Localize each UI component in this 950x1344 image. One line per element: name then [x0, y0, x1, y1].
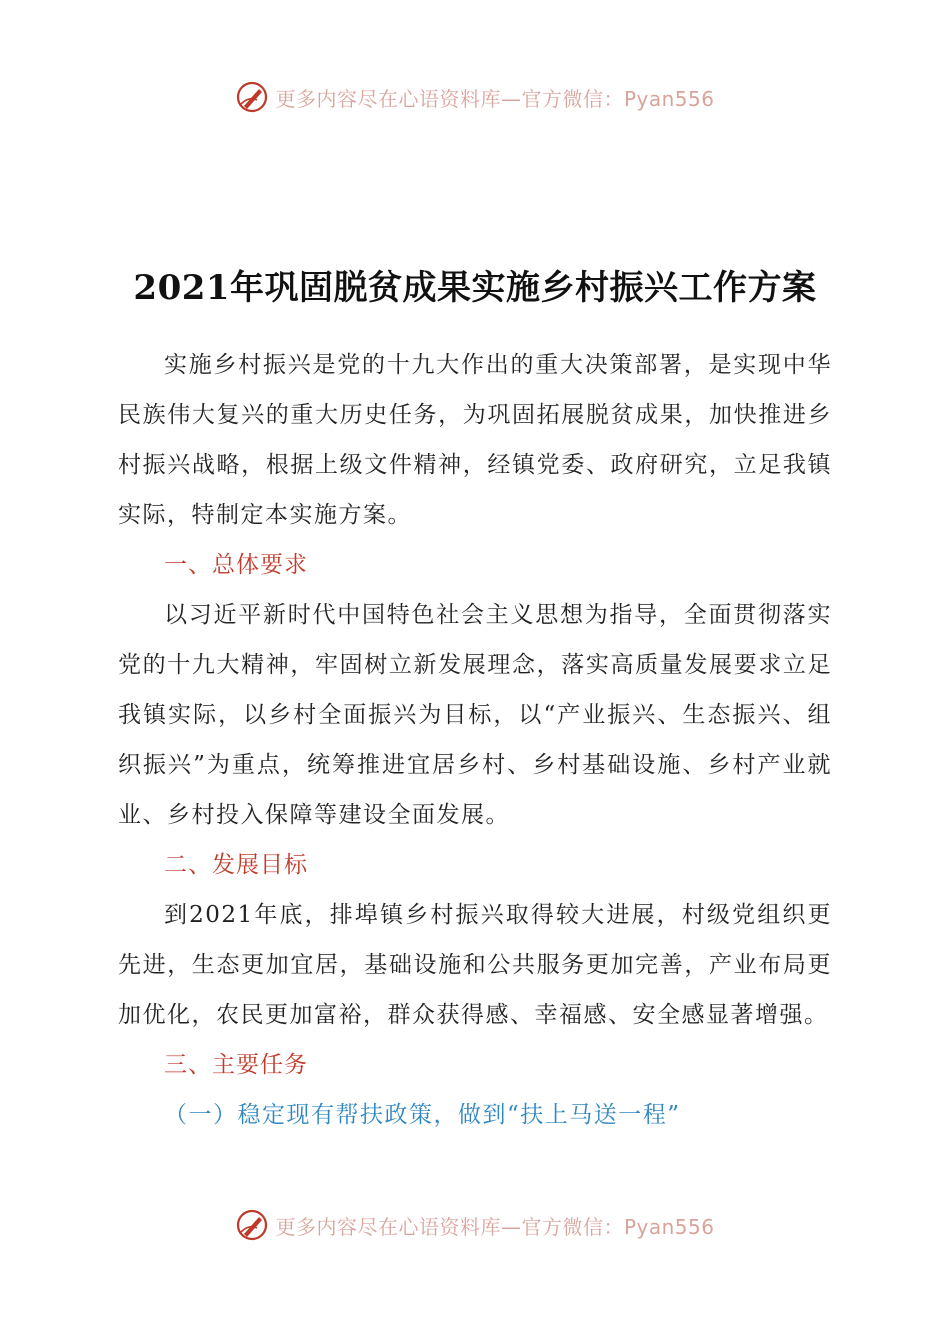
document-title: 2021年巩固脱贫成果实施乡村振兴工作方案 — [133, 268, 817, 308]
pen-logo-icon — [235, 1208, 269, 1242]
watermark-footer — [0, 1208, 950, 1242]
section-heading-overall-requirements: 一、总体要求 — [164, 552, 308, 578]
pen-logo-icon — [235, 80, 269, 114]
section-heading-development-goals: 二、发展目标 — [164, 852, 308, 878]
section-body-development-goals: 到2021年底，排埠镇乡村振兴取得较大进展，村级党组织更先进，生态更加宜居，基础设施和公共服务更加完善，产业布局更加优化，农民更加富裕，群众获得感、幸福感、安全感显著增强。 — [118, 902, 832, 1028]
intro-paragraph: 实施乡村振兴是党的十九大作出的重大决策部署，是实现中华民族伟大复兴的重大历史任务，为巩固拓展脱贫成果，加快推进乡村振兴战略，根据上级文件精神，经镇党委、政府研究，立足我镇实际，特制定本实施方案。 — [118, 352, 832, 528]
section-heading-main-tasks: 三、主要任务 — [164, 1052, 308, 1078]
subsection-heading-stabilize-policies: （一）稳定现有帮扶政策，做到“扶上马送一程” — [164, 1102, 681, 1128]
watermark-text: 更多内容尽在心语资料库—官方微信：Pyan556 — [275, 86, 715, 111]
document-body — [118, 340, 832, 1140]
section-body-overall-requirements: 以习近平新时代中国特色社会主义思想为指导，全面贯彻落实党的十九大精神，牢固树立新发展理念，落实高质量发展要求立足我镇实际，以乡村全面振兴为目标，以“产业振兴、生态振兴、组织振兴”为重点，统筹推进宜居乡村、乡村基础设施、乡村产业就业、乡村投入保障等建设全面发展。 — [118, 602, 832, 828]
watermark-header — [0, 80, 950, 114]
watermark-text: 更多内容尽在心语资料库—官方微信：Pyan556 — [275, 1214, 715, 1239]
